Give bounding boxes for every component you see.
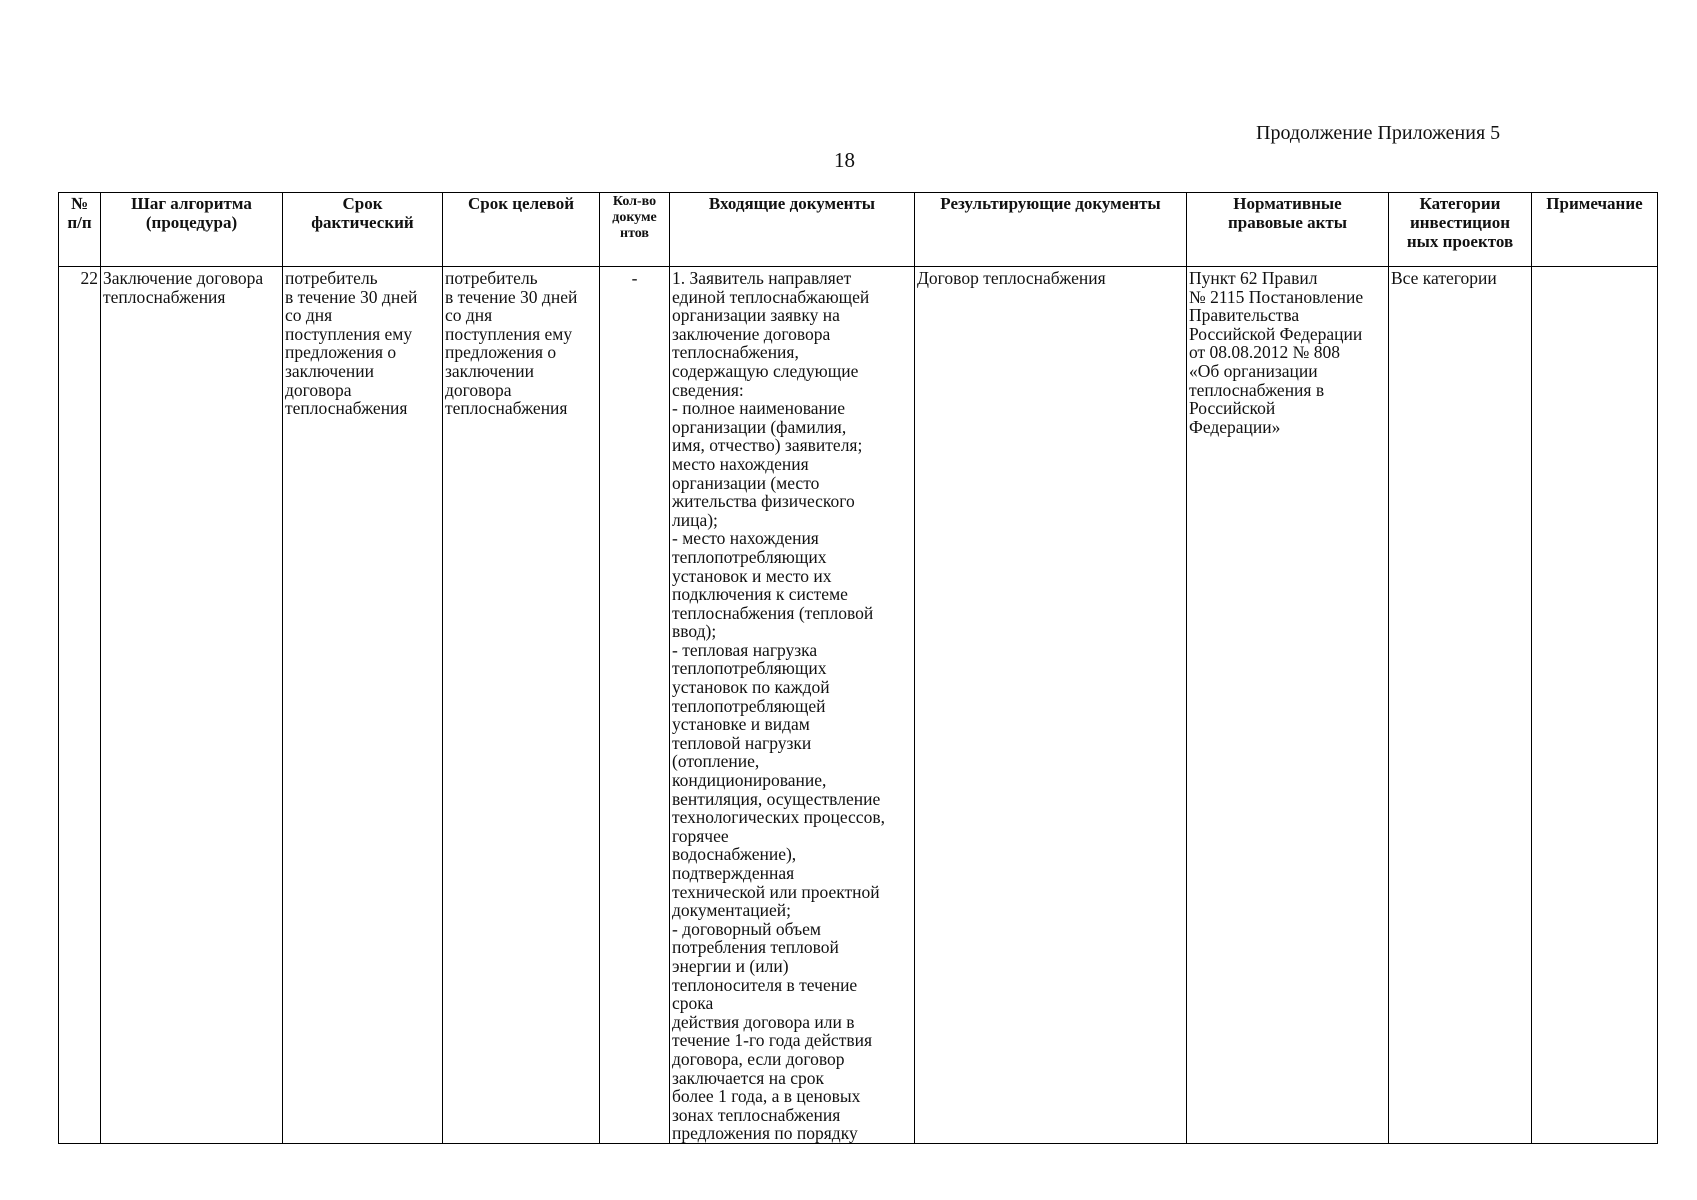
- step-cell: Заключение договора теплоснабжения: [101, 267, 283, 1144]
- col-header-actual-term: Срок фактический: [283, 193, 443, 267]
- legal-acts-cell: Пункт 62 Правил № 2115 Постановление Правительства Российской Федерации от 08.08.2012 № 808 «Об организации теплоснабжения в Российской Федерации»: [1187, 267, 1389, 1144]
- doc-count-cell: -: [600, 267, 670, 1144]
- procedure-table: [58, 192, 1658, 1144]
- note-cell: [1532, 267, 1658, 1144]
- row-number-cell: 22: [59, 267, 101, 1144]
- col-header-number: № п/п: [59, 193, 101, 267]
- target-term-cell: потребитель в течение 30 дней со дня поступления ему предложения о заключении договора теплоснабжения: [443, 267, 600, 1144]
- col-header-input-documents: Входящие документы: [670, 193, 915, 267]
- table-header-row: [59, 193, 1658, 267]
- page-number: 18: [834, 148, 855, 172]
- input-documents-cell: 1. Заявитель направляет единой теплоснабжающей организации заявку на заключение договора теплоснабжения, содержащую следующие сведения: - полное наименование организации (фамилия, имя, отчество) заявителя; место нахождения организации (место жительства физического лица); - место нахождения теплопотребляющих установок и место их подключения к системе теплоснабжения (тепловой ввод); - тепловая нагрузка теплопотребляющих установок по каждой теплопотребляющей установке и видам тепловой нагрузки (отопление, кондиционирование, вентиляция, осуществление технологических процессов, горячее водоснабжение), подтвержденная технической или проектной документацией; - договорный объем потребления тепловой энергии и (или) теплоносителя в течение срока действия договора или в течение 1-го года действия договора, если договор заключается на срок более 1 года, а в ценовых зонах теплоснабжения предложения по порядку: [670, 267, 915, 1144]
- col-header-target-term: Срок целевой: [443, 193, 600, 267]
- result-documents-cell: Договор теплоснабжения: [915, 267, 1187, 1144]
- col-header-doc-count: Кол-во докуме нтов: [600, 193, 670, 267]
- col-header-categories: Категории инвестицион ных проектов: [1389, 193, 1532, 267]
- col-header-result-documents: Результирующие документы: [915, 193, 1187, 267]
- col-header-step: Шаг алгоритма (процедура): [101, 193, 283, 267]
- actual-term-cell: потребитель в течение 30 дней со дня поступления ему предложения о заключении договора теплоснабжения: [283, 267, 443, 1144]
- col-header-legal-acts: Нормативные правовые акты: [1187, 193, 1389, 267]
- table-row: [59, 267, 1658, 1144]
- categories-cell: Все категории: [1389, 267, 1532, 1144]
- appendix-caption: Продолжение Приложения 5: [1256, 122, 1501, 144]
- col-header-note: Примечание: [1532, 193, 1658, 267]
